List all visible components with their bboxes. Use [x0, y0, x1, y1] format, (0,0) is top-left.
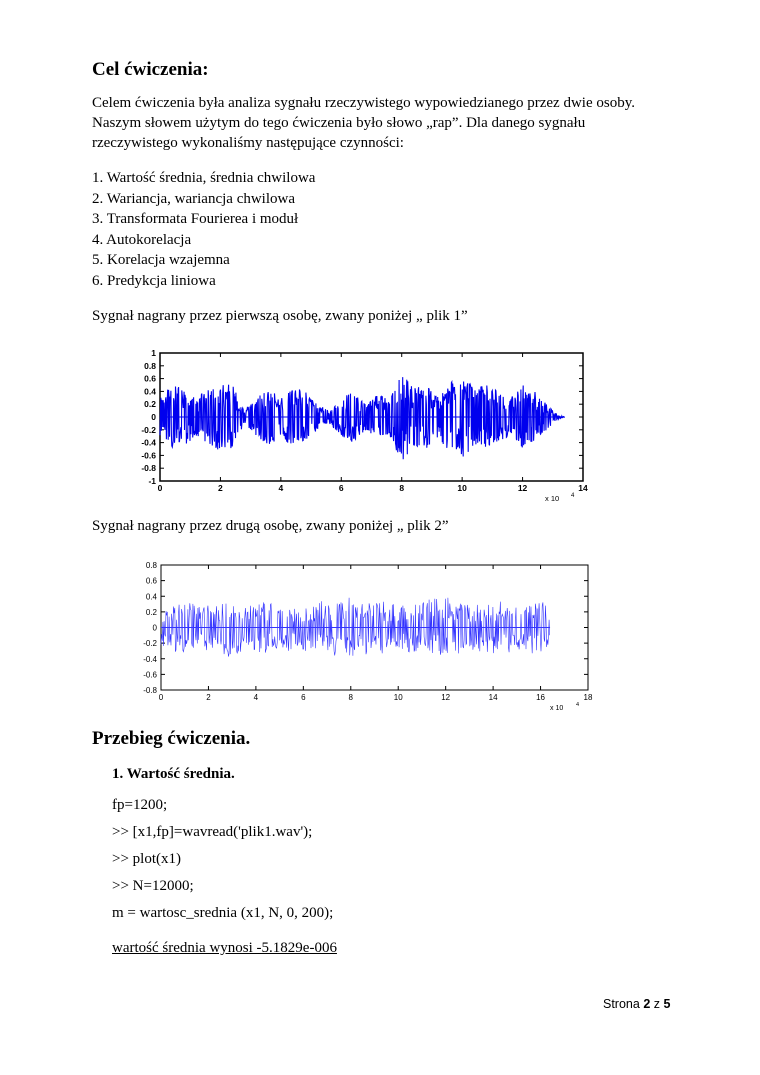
- x-tick-label: 4: [278, 483, 284, 493]
- x-tick-label: 10: [393, 693, 403, 702]
- x-tick-label: 12: [517, 483, 528, 493]
- intro-line: Naszym słowem użytym do tego ćwiczenia było słowo „rap”. Dla danego sygnału: [92, 115, 586, 131]
- x-tick-label: 0: [157, 483, 163, 493]
- task-list: [92, 168, 315, 291]
- chart-plik2: [125, 555, 600, 715]
- y-tick-label: 0.8: [144, 360, 156, 371]
- y-tick-label: 0: [152, 623, 157, 633]
- x-multiplier-exponent: 4: [571, 493, 575, 499]
- page-footer: [603, 997, 670, 1011]
- y-tick-label: 0: [151, 412, 156, 422]
- list-item: 6. Predykcja liniowa: [92, 272, 216, 289]
- list-item: 5. Korelacja wzajemna: [92, 252, 230, 268]
- chart-plik1: [125, 345, 600, 505]
- y-tick-label: 0.8: [145, 561, 157, 570]
- x-tick-label: 2: [218, 483, 223, 493]
- y-tick-label: 0.6: [145, 576, 157, 586]
- code-line: m = wartosc_srednia (x1, N, 0, 200);: [112, 905, 334, 921]
- y-tick-label: -0.2: [141, 424, 156, 435]
- code-line: >> [x1,fp]=wavread('plik1.wav');: [112, 824, 313, 840]
- x-tick-label: 8: [399, 483, 405, 493]
- x-tick-label: 12: [441, 693, 451, 702]
- caption-plik2: Sygnał nagrany przez drugą osobę, zwany poniżej „ plik 2”: [92, 518, 449, 534]
- y-tick-label: 0.2: [145, 607, 157, 617]
- list-item: 2. Wariancja, wariancja chwilowa: [92, 190, 296, 207]
- y-tick-label: -0.4: [143, 654, 157, 664]
- code-line: fp=1200;: [112, 797, 168, 813]
- y-tick-label: 0.4: [145, 592, 157, 602]
- y-tick-label: -0.2: [143, 639, 157, 649]
- x-tick-label: 8: [348, 693, 354, 702]
- caption-plik1: Sygnał nagrany przez pierwszą osobę, zwany poniżej „ plik 1”: [92, 308, 468, 324]
- footer-label: Strona: [603, 997, 640, 1011]
- x-tick-label: 14: [488, 693, 498, 702]
- x-tick-label: 16: [536, 693, 546, 702]
- x-tick-label: 4: [253, 693, 259, 702]
- y-tick-label: 0.6: [144, 373, 156, 384]
- x-tick-label: 18: [583, 693, 593, 702]
- code-line: >> N=12000;: [112, 878, 194, 894]
- code-block: [112, 792, 333, 927]
- x-tick-label: 10: [457, 483, 467, 493]
- y-tick-label: -0.8: [141, 463, 156, 474]
- section-title-przebieg: Przebieg ćwiczenia.: [92, 728, 251, 749]
- list-item: 1. Wartość średnia, średnia chwilowa: [92, 170, 316, 186]
- intro-line: rzeczywistego wykonaliśmy następujące czynności:: [92, 135, 404, 151]
- x-tick-label: 14: [578, 483, 588, 493]
- footer-page: 2: [643, 997, 651, 1011]
- x-multiplier: x 10: [545, 494, 560, 503]
- x-multiplier: x 10: [550, 705, 564, 712]
- footer-sep: z: [653, 997, 661, 1011]
- code-line: >> plot(x1): [112, 851, 181, 867]
- y-tick-label: 0.4: [144, 386, 156, 397]
- x-tick-label: 6: [301, 693, 306, 702]
- y-tick-label: 1: [151, 348, 156, 358]
- section-title-cel: Cel ćwiczenia:: [92, 59, 209, 80]
- y-tick-label: -0.6: [141, 450, 156, 461]
- x-multiplier-exponent: 4: [576, 702, 580, 708]
- x-tick-label: 2: [206, 693, 211, 702]
- y-tick-label: -0.4: [141, 437, 156, 448]
- y-tick-label: 0.2: [144, 399, 156, 410]
- list-item: 4. Autokorelacja: [92, 231, 192, 248]
- intro-line: Celem ćwiczenia była analiza sygnału rzeczywistego wypowiedzianego przez dwie osoby.: [92, 95, 635, 111]
- result-text: wartość średnia wynosi -5.1829e-006: [112, 940, 337, 956]
- y-tick-label: -0.8: [143, 686, 157, 695]
- intro-paragraph: [92, 93, 732, 153]
- list-item: 3. Transformata Fourierea i moduł: [92, 211, 299, 227]
- subsection-title-wartosc: 1. Wartość średnia.: [112, 766, 235, 782]
- x-tick-label: 6: [338, 483, 344, 493]
- y-tick-label: -0.6: [143, 670, 157, 680]
- x-tick-label: 0: [158, 693, 164, 702]
- footer-total: 5: [663, 997, 671, 1011]
- y-tick-label: -1: [148, 476, 156, 486]
